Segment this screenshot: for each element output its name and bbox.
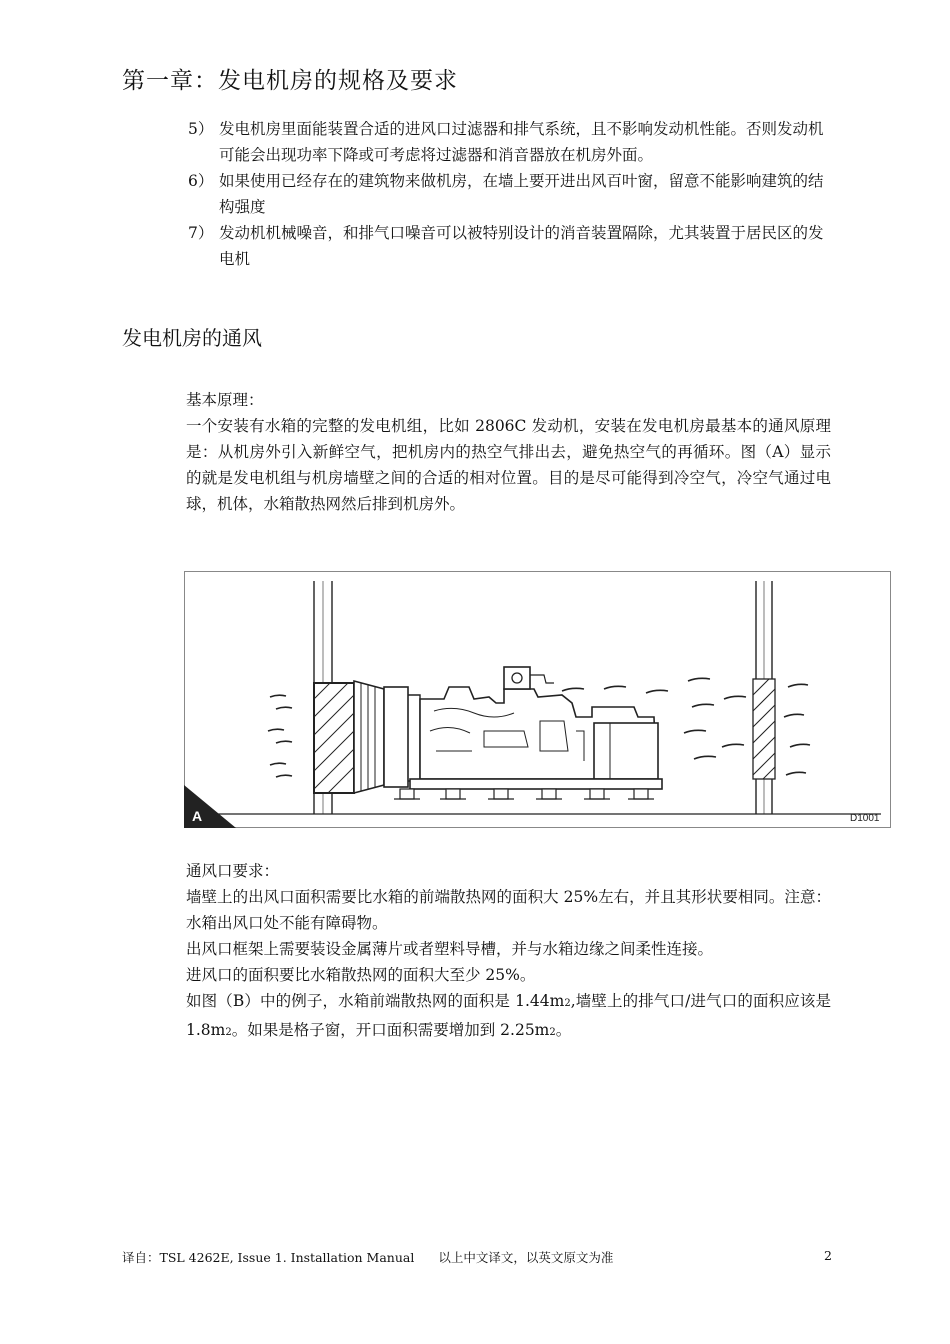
- vent-p4-part-4: 。: [555, 1021, 572, 1039]
- section-title: 发电机房的通风: [122, 326, 262, 350]
- list-item-number: 6）: [188, 172, 214, 190]
- list-item-number: 5）: [188, 120, 214, 138]
- page-number: 2: [824, 1248, 832, 1263]
- generator-room-figure: [184, 571, 891, 828]
- figure-code: D1001: [850, 813, 880, 824]
- vent-paragraph-3: 进风口的面积要比水箱散热网的面积大至少 25%。: [186, 966, 536, 984]
- principle-label: 基本原理：: [186, 391, 264, 409]
- superscript-2: 2: [564, 998, 571, 1009]
- list-item-number: 7）: [188, 224, 214, 242]
- requirements-list: [188, 116, 833, 272]
- footer-note: 以上中文译文，以英文原文为准: [438, 1250, 614, 1265]
- figure-corner-label: A: [192, 808, 203, 824]
- principle-section: [186, 387, 831, 517]
- vent-label: 通风口要求：: [186, 862, 280, 880]
- vent-p4-part-3: 。如果是格子窗，开口面积需要增加到 2.25m: [231, 1021, 550, 1039]
- page-footer: [122, 1248, 832, 1266]
- principle-paragraph: 一个安装有水箱的完整的发电机组，比如 2806C 发动机，安装在发电机房最基本的通风原理是：从机房外引入新鲜空气，把机房内的热空气排出去，避免热空气的再循环。图（A）显示的就是发电机组与机房墙壁之间的合适的相对位置。目的是尽可能得到冷空气，冷空气通过电球，机体，水箱散热网然后排到机房外。: [186, 417, 831, 513]
- superscript-2: 2: [549, 1027, 556, 1038]
- vent-requirements-section: [186, 858, 831, 1046]
- list-item-text: 发动机机械噪音，和排气口噪音可以被特别设计的消音装置隔除，尤其装置于居民区的发电机: [219, 224, 824, 268]
- vent-p4-part-2: ,墙壁上的排气口/进气口的面积应该是 1.8m: [186, 992, 832, 1039]
- list-item: [188, 220, 833, 272]
- list-item-text: 发电机房里面能装置合适的进风口过滤器和排气系统，且不影响发动机性能。否则发动机可能会出现功率下降或可考虑将过滤器和消音器放在机房外面。: [219, 120, 824, 164]
- vent-paragraph-4: [186, 988, 831, 1046]
- vent-p4-part-1: 如图（B）中的例子，水箱前端散热网的面积是 1.44m: [186, 992, 565, 1010]
- vent-paragraph-1: 墙壁上的出风口面积需要比水箱的前端散热网的面积大 25%左右，并且其形状要相同。注意：水箱出风口处不能有障碍物。: [186, 888, 831, 932]
- list-item: [188, 168, 833, 220]
- list-item-text: 如果使用已经存在的建筑物来做机房，在墙上要开进出风百叶窗，留意不能影响建筑的结构强度: [219, 172, 824, 216]
- chapter-title: 第一章：发电机房的规格及要求: [122, 68, 458, 94]
- superscript-2: 2: [225, 1027, 232, 1038]
- footer-source: 译自：TSL 4262E, Issue 1. Installation Manual: [122, 1250, 415, 1265]
- list-item: [188, 116, 833, 168]
- vent-paragraph-2: 出风口框架上需要装设金属薄片或者塑料导槽，并与水箱边缘之间柔性连接。: [186, 940, 714, 958]
- generator-diagram: [184, 571, 891, 828]
